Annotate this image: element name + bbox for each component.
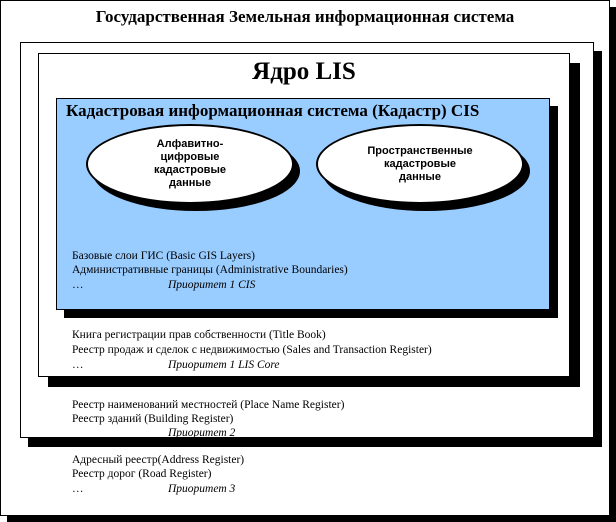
- cis-line-gis-layers: Базовые слои ГИС (Basic GIS Layers): [72, 250, 255, 262]
- core-line-title-book: Книга регистрации прав собственности (Title Book): [72, 329, 326, 341]
- core-line-sales-register: Реестр продаж и сделок с недвижимостью (Sales and Transaction Register): [72, 344, 432, 356]
- ellipse-left-line: цифровые: [160, 151, 220, 163]
- cis-line-admin-boundaries: Административные границы (Administrative Boundaries): [72, 264, 348, 276]
- cis-title: Кадастровая информационная система (Кадастр) CIS: [66, 101, 480, 120]
- ellipse-left-line: кадастровые: [154, 164, 226, 176]
- ellipse-left-line: Алфавитно-: [156, 138, 224, 150]
- ellipse-right-line: кадастровые: [384, 157, 456, 170]
- outer-title: Государственная Земельная информационная система: [95, 7, 515, 26]
- level2-line-place-names: Реестр наименований местностей (Place Name Register): [72, 399, 345, 411]
- core-line-ellipsis: …: [72, 359, 84, 371]
- ellipse-alphanumeric-data: [86, 124, 294, 204]
- ellipse-spatial-data: [316, 124, 524, 204]
- core-title: Ядро LIS: [252, 58, 356, 85]
- cis-priority: Приоритет 1 CIS: [168, 279, 256, 291]
- outer-line-ellipsis: …: [72, 483, 84, 495]
- level2-line-buildings: Реестр зданий (Building Register): [72, 413, 234, 425]
- outer-line-address-register: Адресный реестр(Address Register): [72, 454, 245, 466]
- core-priority: Приоритет 1 LIS Core: [168, 359, 280, 371]
- outer-priority: Приоритет 3: [168, 483, 236, 495]
- ellipse-left-line: данные: [169, 177, 211, 189]
- cis-line-ellipsis: …: [72, 279, 84, 291]
- ellipse-right-line: данные: [399, 170, 441, 183]
- level2-priority: Приоритет 2: [168, 427, 236, 439]
- outer-line-road-register: Реестр дорог (Road Register): [72, 468, 212, 480]
- ellipse-right-line: Пространственные: [367, 144, 473, 157]
